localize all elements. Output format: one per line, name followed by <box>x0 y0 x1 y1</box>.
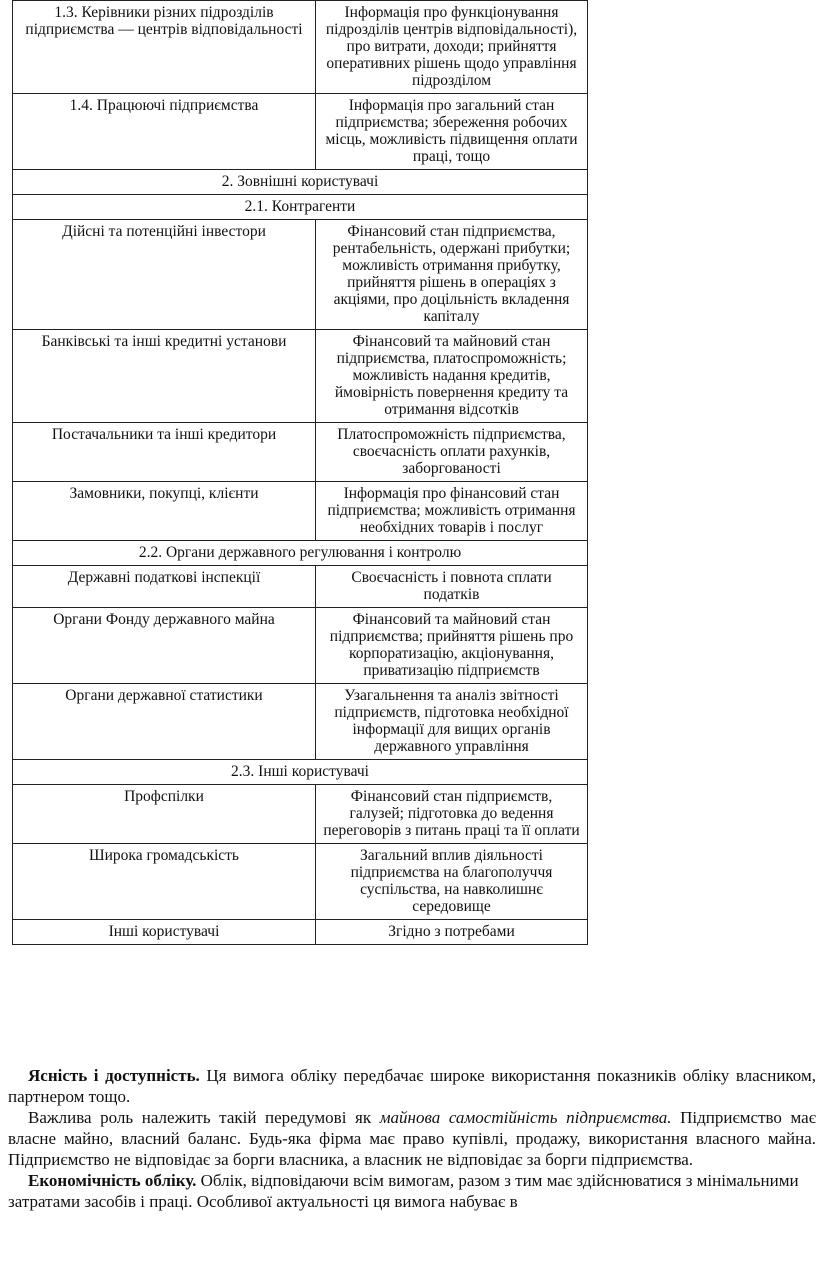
table-row <box>13 684 588 760</box>
user-group-cell: 1.3. Керівники різних підрозділів підприємства — центрів відповідальності <box>13 1 316 94</box>
information-need-cell: Фінансовий та майновий стан підприємства, платоспроможність; можливість надання кредитів, ймовірність повернення кредиту та отримання відсотків <box>316 330 588 423</box>
table-section-row <box>13 541 588 566</box>
user-group-cell: Широка громадськість <box>13 844 316 920</box>
user-group-cell: Органи державної статистики <box>13 684 316 760</box>
table-row <box>13 330 588 423</box>
information-need-cell: Інформація про фінансовий стан підприємства; можливість отримання необхідних товарів і послуг <box>316 482 588 541</box>
section-heading: 2.3. Інші користувачі <box>13 760 588 785</box>
user-group-cell: Дійсні та потенційні інвестори <box>13 220 316 330</box>
table-row <box>13 1 588 94</box>
information-need-cell: Інформація про функціонування підрозділів центрів відповідальності), про витрати, доходи; прийняття оперативних рішень щодо управління підрозділом <box>316 1 588 94</box>
user-group-cell: Органи Фонду державного майна <box>13 608 316 684</box>
information-need-cell: Згідно з потребами <box>316 920 588 945</box>
information-need-cell: Платоспроможність підприємства, своєчасність оплати рахунків, заборгованості <box>316 423 588 482</box>
information-need-cell: Інформація про загальний стан підприємства; збереження робочих місць, можливість підвищення оплати праці, тощо <box>316 94 588 170</box>
table-row <box>13 566 588 608</box>
user-group-cell: Державні податкові інспекції <box>13 566 316 608</box>
body-text <box>8 1065 816 1212</box>
table-row <box>13 608 588 684</box>
table-section-row <box>13 195 588 220</box>
user-group-cell: Профспілки <box>13 785 316 844</box>
table-row <box>13 220 588 330</box>
table-row <box>13 920 588 945</box>
table-row <box>13 844 588 920</box>
user-group-cell: Замовники, покупці, клієнти <box>13 482 316 541</box>
economy-heading: Економічність обліку. <box>28 1171 197 1190</box>
user-group-cell: 1.4. Працюючі підприємства <box>13 94 316 170</box>
user-group-cell: Банківські та інші кредитні установи <box>13 330 316 423</box>
information-need-cell: Фінансовий стан підприємств, галузей; підготовка до ведення переговорів з питань праці та її оплати <box>316 785 588 844</box>
information-need-cell: Фінансовий стан підприємства, рентабельність, одержані прибутки; можливість отримання прибутку, прийняття рішень в операціях з акціями, про доцільність вкладення капіталу <box>316 220 588 330</box>
independence-term: майнова самостійність підприємства. <box>379 1108 672 1127</box>
section-heading: 2.1. Контрагенти <box>13 195 588 220</box>
information-need-cell: Своєчасність і повнота сплати податків <box>316 566 588 608</box>
table-section-row <box>13 170 588 195</box>
users-table <box>12 0 588 945</box>
independence-text-2: Підприємство має власне майно, власний баланс. Будь-яка фірма має право купівлі, продажу, використання власного майна. Підприємство не відповідає за борги власника, а власник не відповідає за борги підприємства. <box>8 1108 816 1169</box>
table-row <box>13 482 588 541</box>
information-need-cell: Узагальнення та аналіз звітності підприємств, підготовка необхідної інформації для вищих органів державного управління <box>316 684 588 760</box>
table-row <box>13 785 588 844</box>
user-group-cell: Інші користувачі <box>13 920 316 945</box>
information-need-cell: Фінансовий та майновий стан підприємства; прийняття рішень про корпоратизацію, акціонування, приватизацію підприємств <box>316 608 588 684</box>
paragraph-independence <box>8 1107 816 1170</box>
independence-text-1: Важлива роль належить такій передумові як <box>28 1108 380 1127</box>
table-row <box>13 423 588 482</box>
economy-text: Облік, відповідаючи всім вимогам, разом з тим має здійснюватися з мінімальними затратами засобів і праці. Особливої актуальності ця вимога набуває в <box>8 1171 799 1211</box>
table-row <box>13 94 588 170</box>
user-group-cell: Постачальники та інші кредитори <box>13 423 316 482</box>
clarity-text: Ця вимога обліку передбачає широке використання показників обліку власником, партнером тощо. <box>8 1066 816 1106</box>
paragraph-economy <box>8 1170 816 1212</box>
table-section-row <box>13 760 588 785</box>
section-heading: 2.2. Органи державного регулювання і контролю <box>13 541 588 566</box>
section-heading: 2. Зовнішні користувачі <box>13 170 588 195</box>
information-need-cell: Загальний вплив діяльності підприємства на благополуччя суспільства, на навколишнє середовище <box>316 844 588 920</box>
clarity-heading: Ясність і доступність. <box>28 1066 200 1085</box>
paragraph-clarity <box>8 1065 816 1107</box>
